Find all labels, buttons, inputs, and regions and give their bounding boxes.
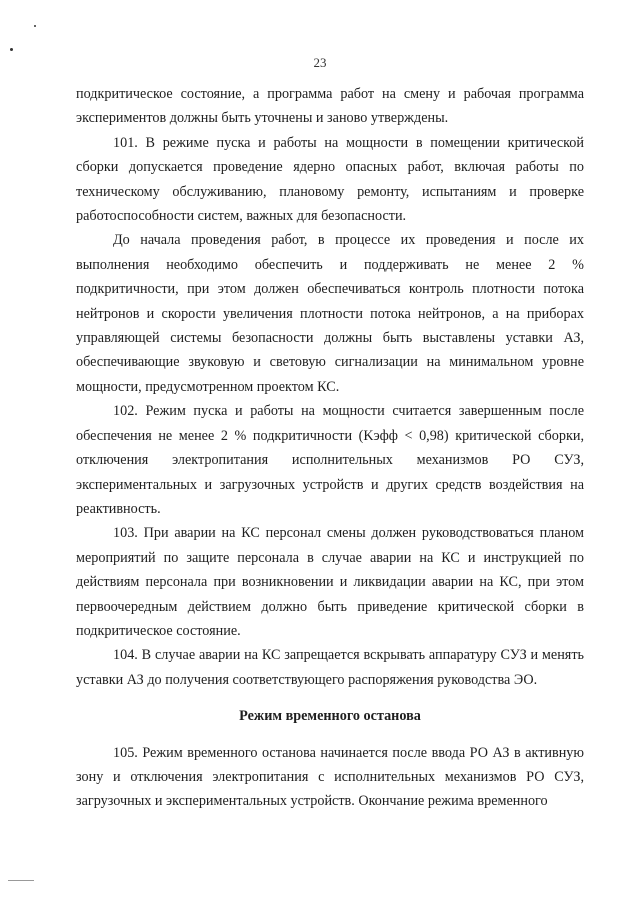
paragraph-continuation: подкритическое состояние, а программа работ на смену и рабочая программа экспериментов должны быть уточнены и заново утверждены.: [76, 86, 584, 127]
document-body: [76, 82, 584, 814]
paragraph-104: 104. В случае аварии на КС запрещается вскрывать аппаратуру СУЗ и менять уставки АЗ до получения соответствующего распоряжения руководства ЭО.: [76, 647, 584, 688]
scan-speck: [10, 48, 13, 51]
paragraph-103: 103. При аварии на КС персонал смены должен руководствоваться планом мероприятий по защите персонала в случае аварии на КС и инструкцией по действиям персонала при возникновении и ликвидации аварии на КС, при этом первоочередным действием должно быть приведение критической сборки в подкритическое состояние.: [76, 525, 584, 639]
scan-margin-mark: [8, 880, 34, 881]
paragraph-105: 105. Режим временного останова начинается после ввода РО АЗ в активную зону и отключения электропитания с исполнительных механизмов РО СУЗ, загрузочных и экспериментальных устройств. Окончание режима временного: [76, 744, 584, 810]
paragraph-101: 101. В режиме пуска и работы на мощности в помещении критической сборки допускается проведение ядерно опасных работ, включая работы по техническому обслуживанию, плановому ремонту, испытаниям и проверке работоспособности систем, важных для безопасности.: [76, 134, 584, 225]
paragraph-102: 102. Режим пуска и работы на мощности считается завершенным после обеспечения не менее 2 % подкритичности (Kэфф < 0,98) критической сборки, отключения электропитания исполнительных механизмов РО СУЗ, экспериментальных и загрузочных устройств и других средств воздействия на реактивность.: [76, 403, 584, 517]
paragraph-101-continued: До начала проведения работ, в процессе их проведения и после их выполнения необходимо обеспечить и поддерживать не менее 2 % подкритичности, при этом должен обеспечиваться контроль плотности потока нейтронов и скорости увеличения плотности потока нейтронов, а на приборах управляющей системы безопасности должны быть выставлены уставки АЗ, обеспечивающие звуковую и световую сигнализации на минимальном уровне мощности, предусмотренном проектом КС.: [76, 232, 584, 395]
scan-speck: [34, 25, 36, 27]
section-heading: Режим временного останова: [239, 708, 421, 725]
page-number: 23: [313, 55, 327, 70]
